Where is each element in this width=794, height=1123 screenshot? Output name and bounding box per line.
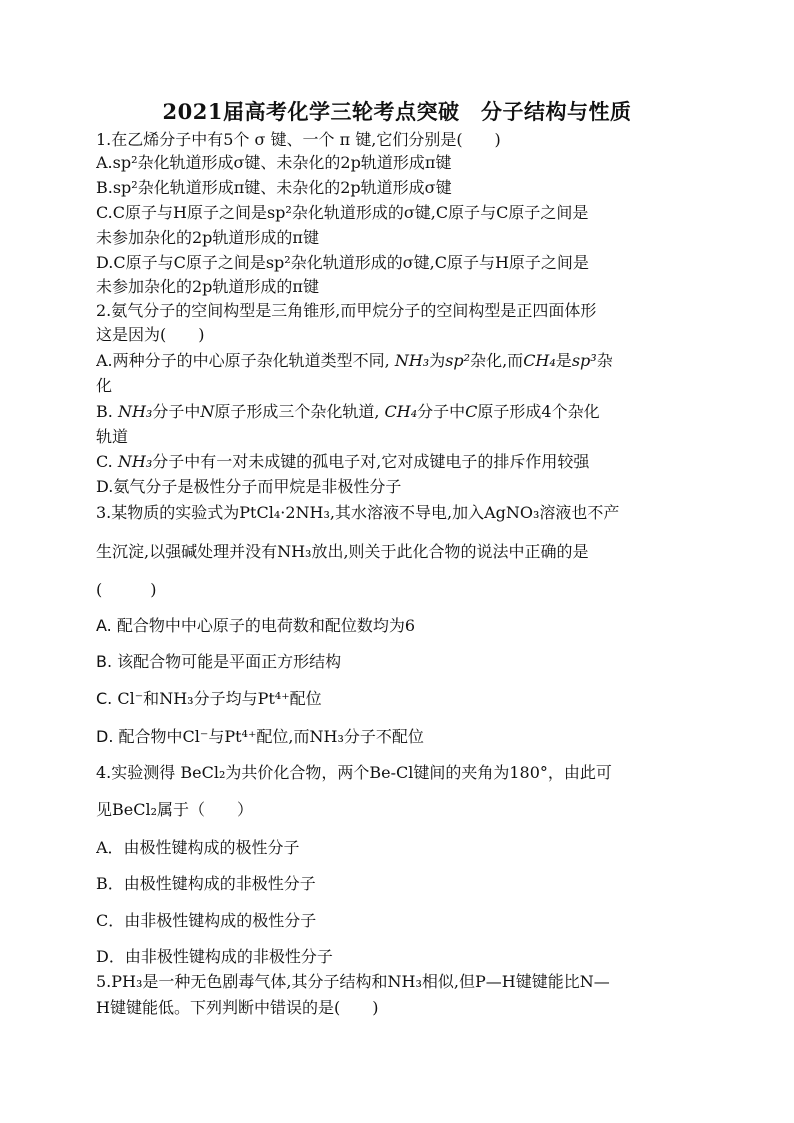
q2-b-ch4: CH₄ — [384, 402, 418, 421]
q3-d-pre: 配合物中 — [118, 727, 183, 746]
q2-a-mid: 为 — [429, 351, 446, 370]
q2-option-a-line2: 化 — [96, 376, 113, 395]
q2-b-pre: B. — [96, 402, 113, 421]
q2-b-c: C — [465, 402, 478, 421]
q2-b-n: N — [200, 402, 215, 421]
q2-option-d: D.氨气分子是极性分子而甲烷是非极性分子 — [96, 477, 402, 496]
q3-a-label: A. — [96, 616, 112, 635]
q3-d-nh3: NH₃ — [309, 727, 344, 746]
q5-pre: 5. — [96, 972, 112, 991]
q5-end: 键键能低。下列判断中错误的是( ) — [109, 998, 379, 1017]
q2-a-text: A.两种分子的中心原子杂化轨道类型不同, — [96, 351, 390, 370]
q3-stem-line2 — [96, 542, 706, 562]
q3-paren: ( ) — [96, 580, 157, 599]
q2-a-sp3: sp³ — [571, 351, 597, 370]
q3-d-cl: Cl⁻ — [182, 727, 209, 746]
q1-stem: 1.在乙烯分子中有5个 σ 键、一个 π 键,它们分别是( ) — [96, 130, 501, 149]
q1-option-b: B.sp²杂化轨道形成π键、未杂化的2p轨道形成σ键 — [96, 178, 452, 197]
q3-d-mid2: 配位,而 — [256, 727, 310, 746]
q3-c-end: 配位 — [289, 689, 322, 708]
q2-stem-line1: 2.氨气分子的空间构型是三角锥形,而甲烷分子的空间构型是正四面体形 — [96, 301, 597, 320]
q1-option-c-line2: 未参加杂化的2p轨道形成的π键 — [96, 228, 319, 247]
q3-b-label: B. — [96, 652, 113, 671]
q4-stem-line2: 见BeCl₂属于（ ） — [96, 800, 254, 819]
q3-option-a — [96, 616, 706, 636]
q5-ph3: PH₃ — [111, 972, 143, 991]
q2-b-mid2: 原子形成三个杂化轨道, — [214, 402, 380, 421]
q2-a-sp2: sp² — [445, 351, 471, 370]
q3-stem-end: 溶液也不产 — [539, 503, 620, 522]
q5-n-dash: N— — [579, 972, 610, 991]
q3-nh3: NH₃ — [277, 542, 312, 561]
page-title: 2021届高考化学三轮考点突破 分子结构与性质 — [162, 99, 632, 124]
q5-mid: 是一种无色剧毒气体,其分子结构和 — [142, 972, 388, 991]
q3-d-end: 分子不配位 — [343, 727, 424, 746]
q2-c-pre: C. — [96, 452, 113, 471]
q2-a-mid3: 是 — [555, 351, 572, 370]
q3-stem-pre: 3.某物质的实验式为 — [96, 503, 240, 522]
q2-stem-line2: 这是因为( ) — [96, 325, 205, 344]
q5-stem-line1 — [96, 972, 706, 992]
q2-option-c — [96, 452, 706, 472]
q2-c-end: 分子中有一对未成键的孤电子对,它对成键电子的排斥作用较强 — [152, 452, 590, 471]
q3-c-pt: Pt⁴⁺ — [257, 689, 290, 708]
q3-d-pt: Pt⁴⁺ — [224, 727, 257, 746]
q5-mid3: 键键能比 — [515, 972, 580, 991]
q3-stem-mid: ,其水溶液不导电,加入 — [329, 503, 485, 522]
q3-stem-line1 — [96, 503, 706, 523]
q3-d-label: D. — [96, 727, 114, 746]
q2-option-a-line1 — [96, 351, 706, 371]
q3-c-nh3: NH₃ — [159, 689, 194, 708]
q2-a-mid2: 杂化,而 — [470, 351, 524, 370]
q2-a-nh3: NH₃ — [394, 351, 430, 370]
q3-formula: PtCl₄·2NH₃ — [239, 503, 330, 522]
q3-option-b — [96, 652, 706, 672]
q4-stem-line1: 4.实验测得 BeCl₂为共价化合物，两个Be-Cl键间的夹角为180°，由此可 — [96, 763, 612, 782]
q5-ph: P—H — [474, 972, 516, 991]
q3-c-cl: Cl⁻ — [117, 689, 144, 708]
q4-option-b: B．由极性键构成的非极性分子 — [96, 874, 316, 893]
q3-stem2-pre: 生沉淀,以强碱处理并没有 — [96, 542, 278, 561]
q3-agno3: AgNO₃ — [484, 503, 540, 522]
q1-option-c-line1: C.C原子与H原子之间是sp²杂化轨道形成的σ键,C原子与C原子之间是 — [96, 203, 589, 222]
q3-option-c — [96, 689, 706, 709]
q3-b-text: 该配合物可能是平面正方形结构 — [117, 652, 342, 671]
q2-b-nh3: NH₃ — [117, 402, 153, 421]
q3-stem2-end: 放出,则关于此化合物的说法中正确的是 — [311, 542, 589, 561]
q2-c-nh3: NH₃ — [117, 452, 153, 471]
q3-option-d — [96, 727, 706, 747]
q2-option-b-line2: 轨道 — [96, 427, 129, 446]
q2-b-mid: 分子中 — [152, 402, 201, 421]
q4-option-a: A．由极性键构成的极性分子 — [96, 838, 300, 857]
q2-a-end: 杂 — [596, 351, 613, 370]
q2-b-end: 原子形成4个杂化 — [477, 402, 600, 421]
q3-c-label: C. — [96, 689, 113, 708]
q3-d-mid: 与 — [208, 727, 225, 746]
q2-option-b-line1 — [96, 402, 706, 422]
q3-a-text: 配合物中中心原子的电荷数和配位数均为6 — [116, 616, 416, 635]
q1-option-d-line2: 未参加杂化的2p轨道形成的π键 — [96, 277, 319, 296]
q5-nh3: NH₃ — [387, 972, 422, 991]
q4-option-d: D．由非极性键构成的非极性分子 — [96, 947, 333, 966]
q4-option-c: C．由非极性键构成的极性分子 — [96, 911, 317, 930]
q3-c-mid2: 分子均与 — [193, 689, 258, 708]
q3-c-mid: 和 — [143, 689, 160, 708]
q2-b-mid3: 分子中 — [417, 402, 466, 421]
q1-option-a: A.sp²杂化轨道形成σ键、未杂化的2p轨道形成π键 — [96, 153, 452, 172]
q5-mid2: 相似,但 — [421, 972, 475, 991]
q5-h: H — [96, 998, 110, 1017]
q1-option-d-line1: D.C原子与C原子之间是sp²杂化轨道形成的σ键,C原子与H原子之间是 — [96, 253, 589, 272]
q2-a-ch4: CH₄ — [523, 351, 556, 370]
q5-stem-line2 — [96, 998, 706, 1018]
